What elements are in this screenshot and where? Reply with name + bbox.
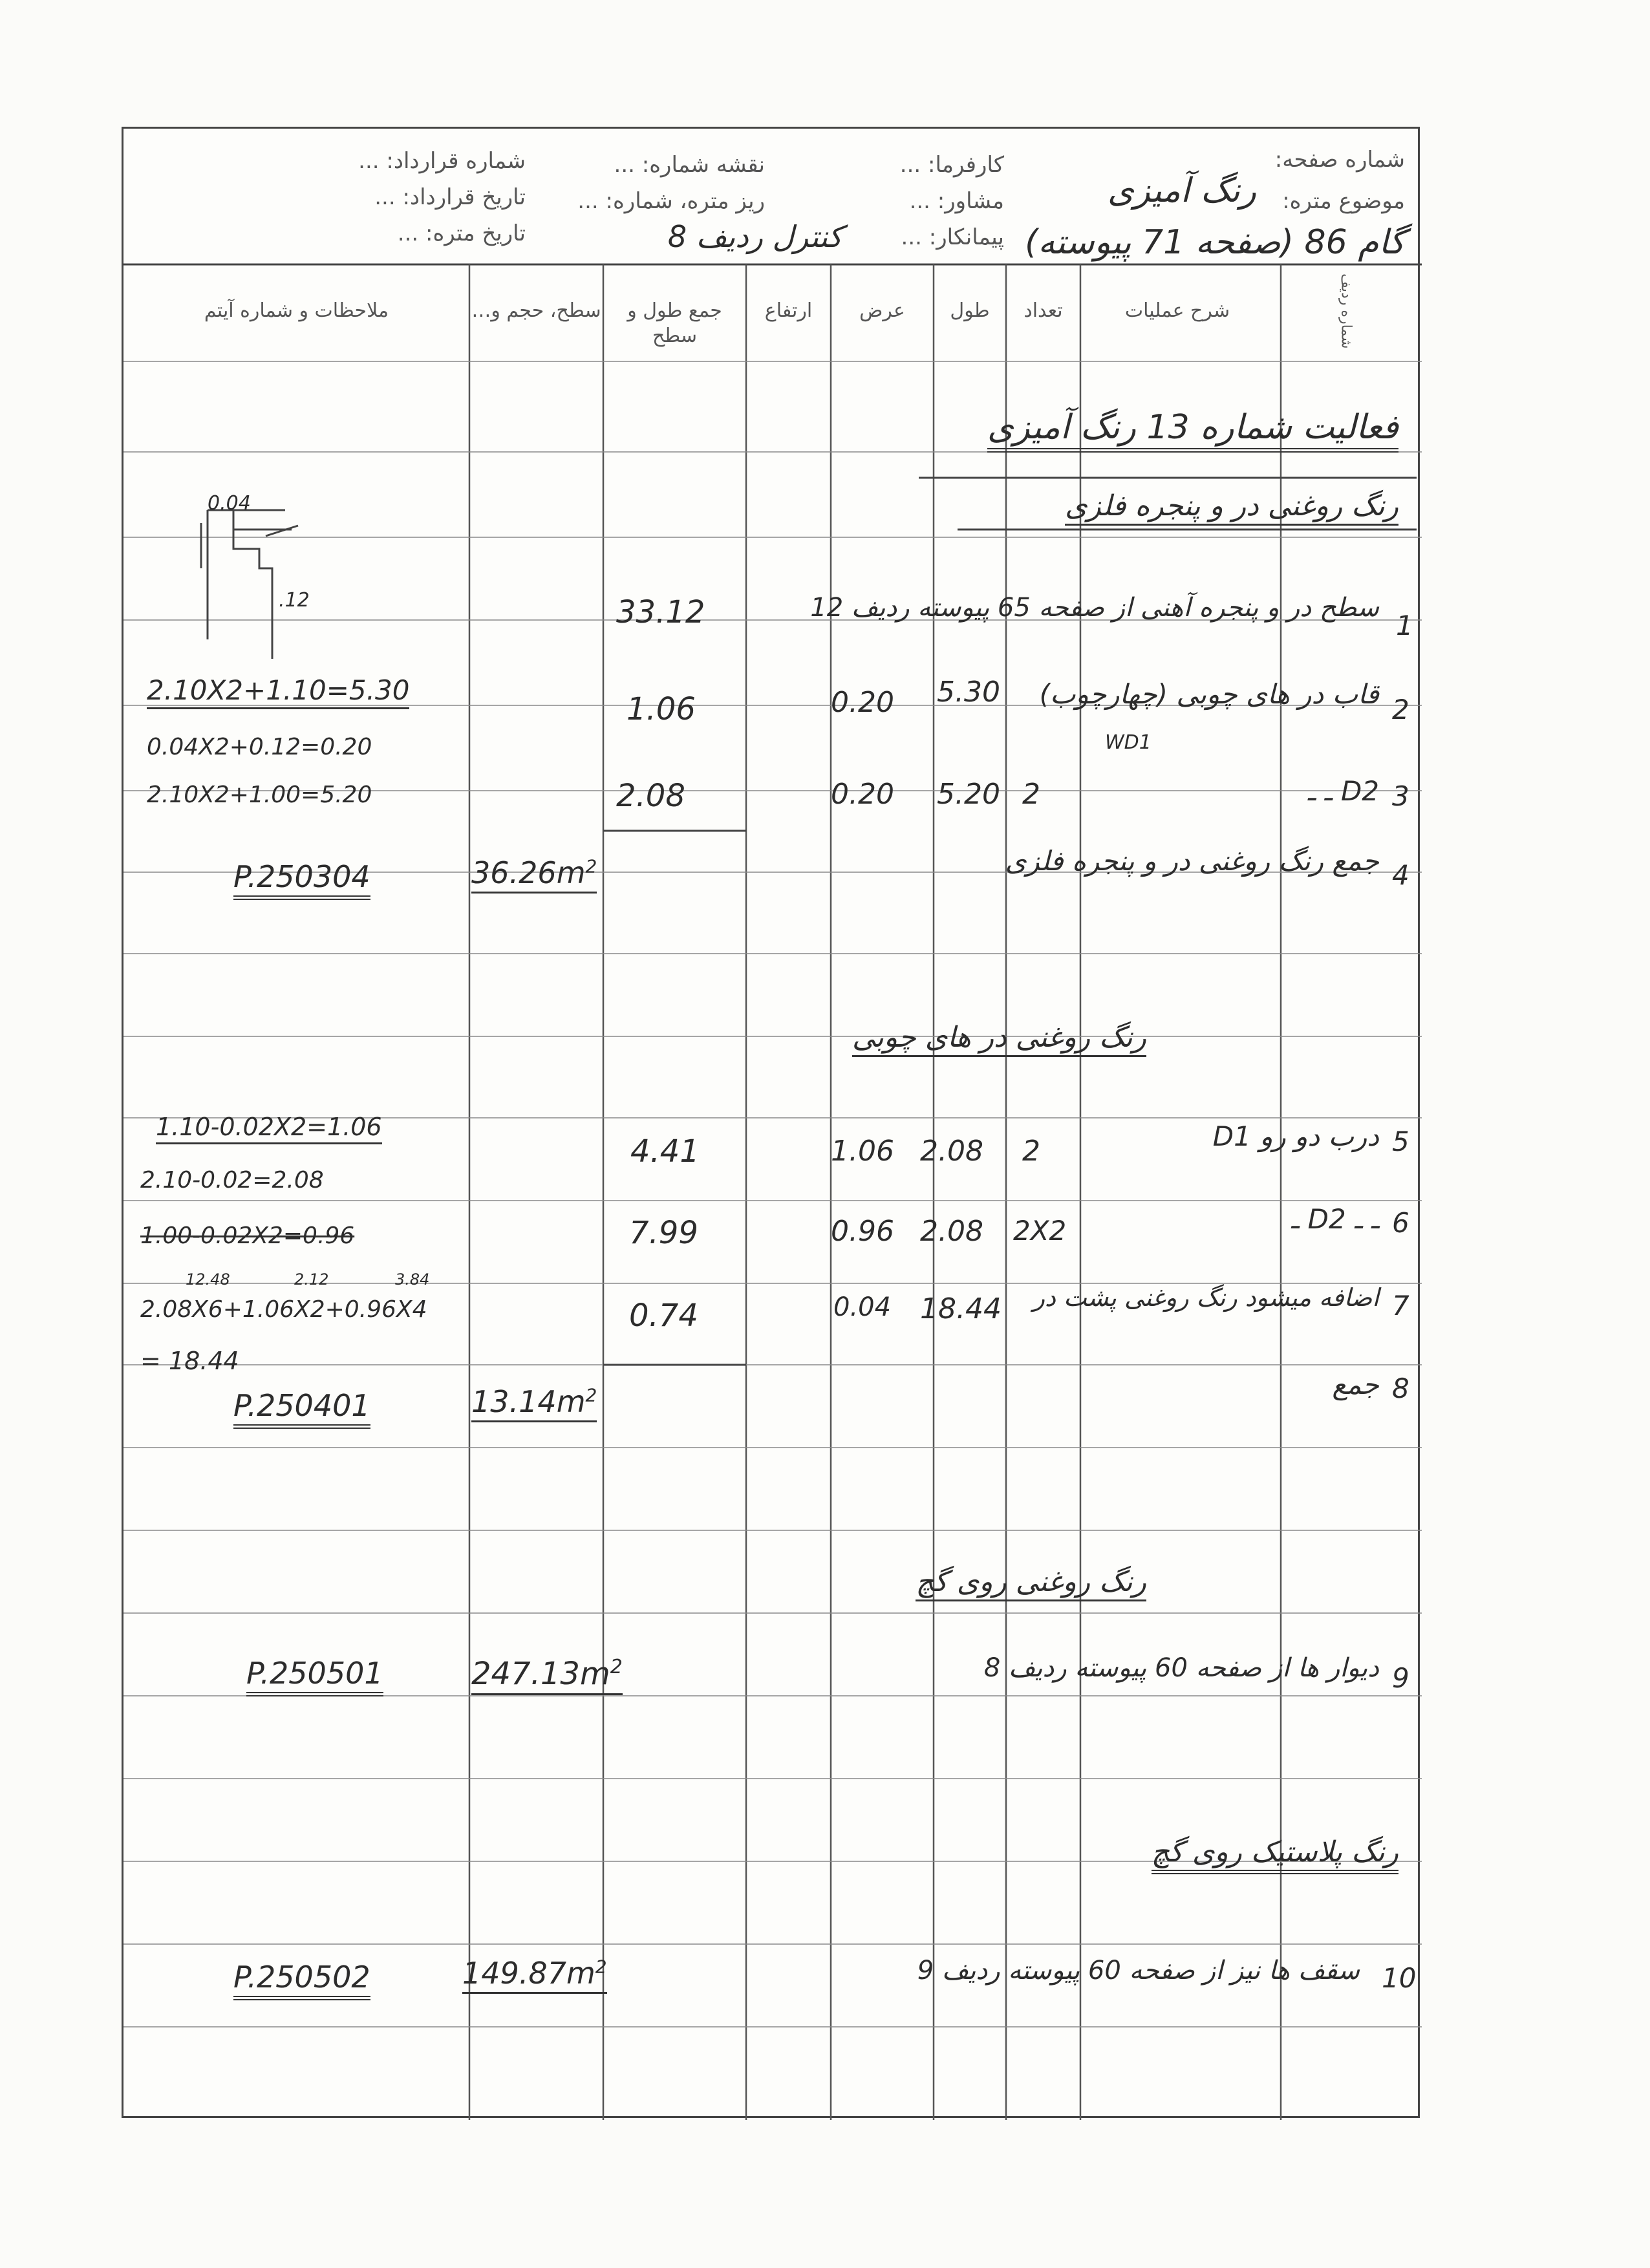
row-number: 3 [1392, 780, 1409, 812]
calc-line: = 18.44 [140, 1347, 239, 1375]
row-length: 5.20 [937, 778, 1000, 811]
row-width: 0.96 [831, 1215, 894, 1248]
item-code: P.250401 [233, 1388, 370, 1429]
row-length: 2.08 [920, 1135, 983, 1168]
row-number: 1 [1396, 610, 1413, 641]
row-desc: درب دو رو D1 [1212, 1120, 1379, 1152]
sketch-side-dim: .12 [279, 589, 310, 612]
row-sum: 2.08 [616, 778, 685, 814]
row-number: 10 [1382, 1962, 1417, 1994]
sub-label: ریز متره، شماره: ... [577, 188, 765, 214]
item-code: P.250501 [246, 1656, 383, 1696]
row-desc: D2 ـ ـ [1307, 775, 1379, 807]
col-height: ارتفاع [764, 299, 813, 322]
item-code: P.250304 [233, 859, 370, 900]
col-sum: جمع طول و سطح [627, 299, 722, 347]
row-width: 0.04 [833, 1292, 892, 1322]
row-number: 2 [1392, 694, 1409, 725]
row-total: $13.14m^2$ [471, 1384, 597, 1422]
row-desc: دیوار ها از صفحه 60 پیوسته ردیف 8 [983, 1653, 1379, 1683]
section-wood-doors: رنگ روغنی در های چوبی [852, 1021, 1146, 1057]
row-tag: WD1 [1105, 731, 1152, 754]
col-length: طول [950, 299, 990, 322]
row-width: 0.20 [831, 686, 894, 719]
item-code: P.250502 [233, 1960, 370, 2000]
row-number: 6 [1392, 1207, 1409, 1239]
row-desc: سطح در و پنجره آهنی از صفحه 65 پیوسته ردیف 12 [810, 593, 1379, 623]
calc-note: 3.84 [395, 1270, 430, 1289]
calc-line: 2.10X2+1.00=5.20 [147, 782, 372, 808]
metre-sheet [122, 127, 1420, 2118]
contract-date-label: تاریخ قرارداد: ... [374, 184, 526, 210]
section-metal-doors: رنگ روغنی در و پنجره فلزی [1065, 489, 1398, 526]
row-sum: 4.41 [630, 1133, 700, 1170]
col-width: عرض [859, 299, 905, 322]
col-notes: ملاحظات و شماره آیتم [204, 299, 389, 322]
row-sum: 33.12 [616, 594, 705, 630]
row-sum: 7.99 [629, 1215, 698, 1251]
row-total: $149.87m^2$ [462, 1956, 607, 1994]
employer-label: کارفرما: ... [899, 152, 1004, 178]
row-number: 7 [1392, 1290, 1409, 1321]
row-count: 2X2 [1013, 1215, 1067, 1246]
row-length: 18.44 [920, 1292, 1002, 1325]
row-number: 8 [1392, 1373, 1409, 1404]
row-total: $247.13m^2$ [471, 1656, 623, 1695]
col-row: شماره ردیف [1338, 273, 1355, 349]
row-length: 5.30 [937, 676, 1000, 709]
row-desc: جمع [1332, 1369, 1379, 1400]
row-width: 0.20 [831, 778, 894, 811]
control-note: کنترل ردیف 8 [667, 219, 842, 254]
calc-note: 12.48 [186, 1270, 230, 1289]
subject-value: رنگ آمیزی [1107, 171, 1256, 210]
row-number: 9 [1392, 1662, 1409, 1694]
row-desc: ـ ـ D2 ـ [1291, 1203, 1379, 1235]
row-desc: اضافه میشود رنگ روغنی پشت در [1033, 1283, 1379, 1312]
calc-line: 0.04X2+0.12=0.20 [147, 734, 372, 760]
col-total: سطح، حجم و… [471, 299, 601, 322]
calc-line: 2.10-0.02=2.08 [140, 1167, 324, 1193]
row-total: $36.26m^2$ [471, 855, 597, 893]
row-desc: قاب در های چوبی (چهارچوب) [1039, 678, 1379, 710]
calc-line: 2.10X2+1.10=5.30 [147, 674, 409, 709]
sketch-top-dim: 0.04 [208, 492, 251, 515]
row-number: 5 [1392, 1126, 1409, 1157]
section-oil-plaster: رنگ روغنی روی گچ [916, 1565, 1146, 1601]
row-count: 2 [1022, 1135, 1040, 1168]
section-plastic-plaster: رنگ پلاستیک روی گچ [1152, 1835, 1398, 1874]
page-number-label: شماره صفحه: [1274, 147, 1405, 173]
row-sum: 1.06 [627, 691, 696, 727]
metre-date-label: تاریخ متره: ... [397, 220, 526, 246]
consultant-label: مشاور: ... [909, 188, 1004, 214]
row-number: 4 [1392, 859, 1409, 891]
row-width: 1.06 [831, 1135, 894, 1168]
calc-line: 1.00-0.02X2=0.96 [140, 1223, 355, 1249]
subject-label: موضوع متره: [1282, 188, 1405, 214]
contract-number-label: شماره قرارداد: ... [358, 148, 526, 174]
contractor-label: پیمانکار: ... [901, 224, 1004, 250]
row-desc: سقف ها نیز از صفحه 60 پیوسته ردیف 9 [917, 1956, 1360, 1985]
row-sum: 0.74 [629, 1298, 698, 1334]
calc-line: 1.10-0.02X2=1.06 [156, 1113, 382, 1144]
step-note: گام 86 (صفحه 71 پیوسته) [1025, 223, 1405, 262]
activity-title: فعالیت شماره 13 رنگ آمیزی [987, 408, 1398, 453]
row-count: 2 [1022, 778, 1040, 811]
drawing-label: نقشه شماره: ... [614, 152, 765, 178]
row-desc: جمع رنگ روغنی در و پنجره فلزی [1005, 845, 1379, 877]
calc-note: 2.12 [294, 1270, 329, 1289]
col-desc: شرح عملیات [1124, 299, 1230, 322]
col-count: تعداد [1023, 299, 1063, 322]
calc-line: 2.08X6+1.06X2+0.96X4 [140, 1296, 427, 1323]
row-length: 2.08 [920, 1215, 983, 1248]
door-frame-sketch [188, 491, 317, 659]
